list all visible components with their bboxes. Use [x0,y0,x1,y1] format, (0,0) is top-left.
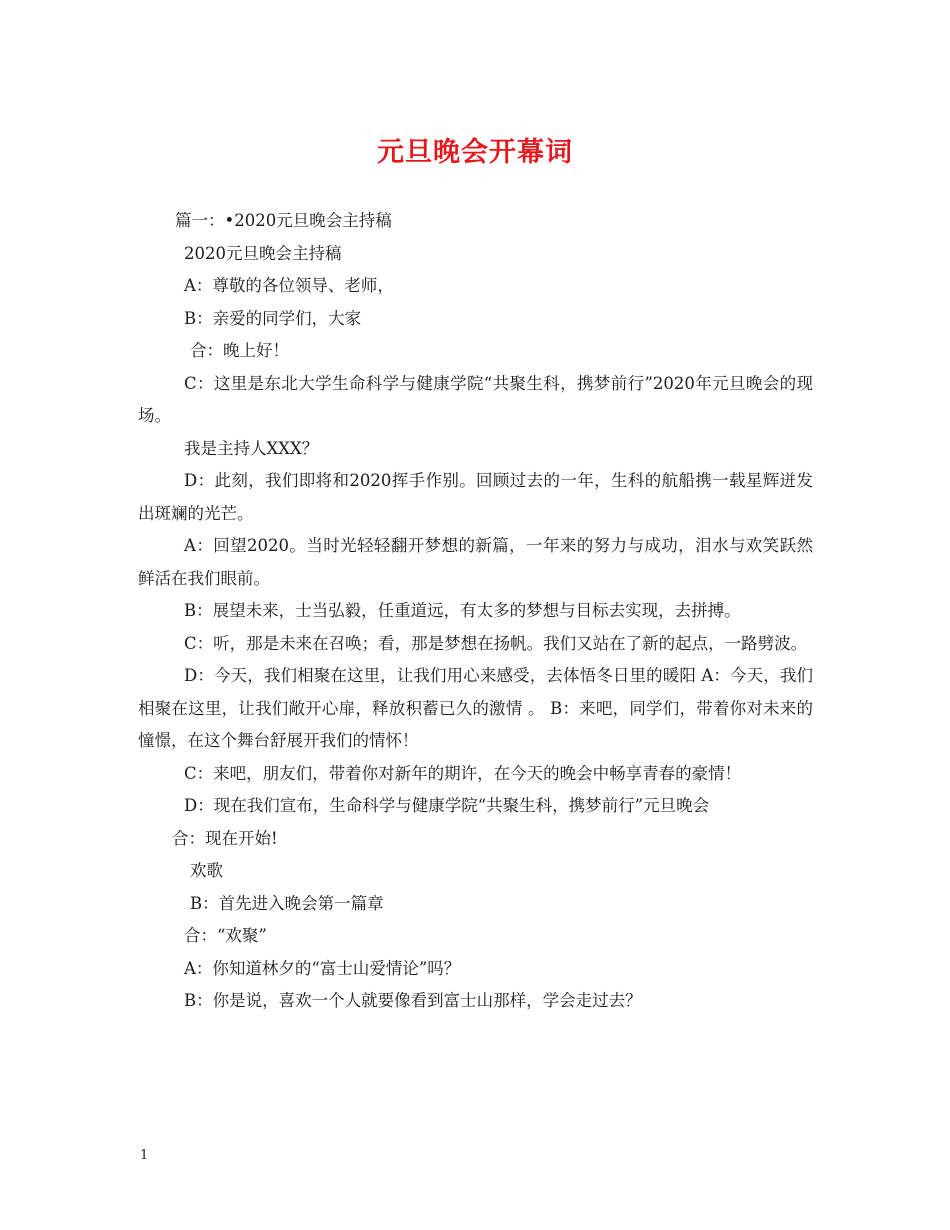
paragraph: B：首先进入晚会第一篇章 [190,893,384,913]
paragraph: B：亲爱的同学们，大家 [184,308,362,328]
paragraph: B：展望未来，士当弘毅，任重道远，有太多的梦想与目标去实现，去拼搏。 [184,601,741,620]
paragraph: C：这里是东北大学生命科学与健康学院“共聚生科，携梦前行”2020年元旦晚会的现场。 [138,373,813,425]
document-body [138,205,813,1018]
document-title: 元旦晚会开幕词 [377,137,573,168]
paragraph: C：来吧，朋友们，带着你对新年的期许，在今天的晚会中畅享青春的豪情！ [184,763,742,783]
paragraph-subtitle: 2020元旦晚会主持稿 [184,243,342,263]
paragraph-section-heading: 篇一：•2020元旦晚会主持稿 [175,211,392,230]
paragraph: A：回望2020。当时光轻轻翻开梦想的新篇，一年来的努力与成功，泪水与欢笑跃然鲜活在我们眼前。 [138,536,813,588]
paragraph: 合：现在开始! [172,828,278,848]
paragraph: 我是主持人XXX？ [184,438,319,458]
paragraph: 合：晚上好！ [190,341,289,360]
page-number: 1 [140,1148,149,1163]
paragraph: D：今天，我们相聚在这里，让我们用心来感受，去体悟冬日里的暖阳 A：今天，我们相聚在这里，让我们敞开心扉，释放积蓄已久的激情 。 B：来吧，同学们，带着你对未来的憧憬，在这个舞台舒展开我们的情怀！ [138,666,813,750]
paragraph: 欢歌 [190,861,223,880]
paragraph: C：听，那是未来在召唤；看，那是梦想在扬帆。我们又站在了新的起点，一路劈波。 [184,633,808,653]
paragraph: D：此刻，我们即将和2020挥手作别。回顾过去的一年，生科的航船携一载星辉迸发出斑斓的光芒。 [138,471,813,523]
paragraph: B：你是说，喜欢一个人就要像看到富士山那样，学会走过去？ [184,991,642,1010]
paragraph: A：尊敬的各位领导、老师， [184,276,394,295]
paragraph: D：现在我们宣布，生命科学与健康学院“共聚生科，携梦前行”元旦晚会 [184,796,710,815]
paragraph: 合：“欢聚” [184,926,267,945]
paragraph: A：你知道林夕的“富士山爱情论”吗？ [184,958,461,978]
